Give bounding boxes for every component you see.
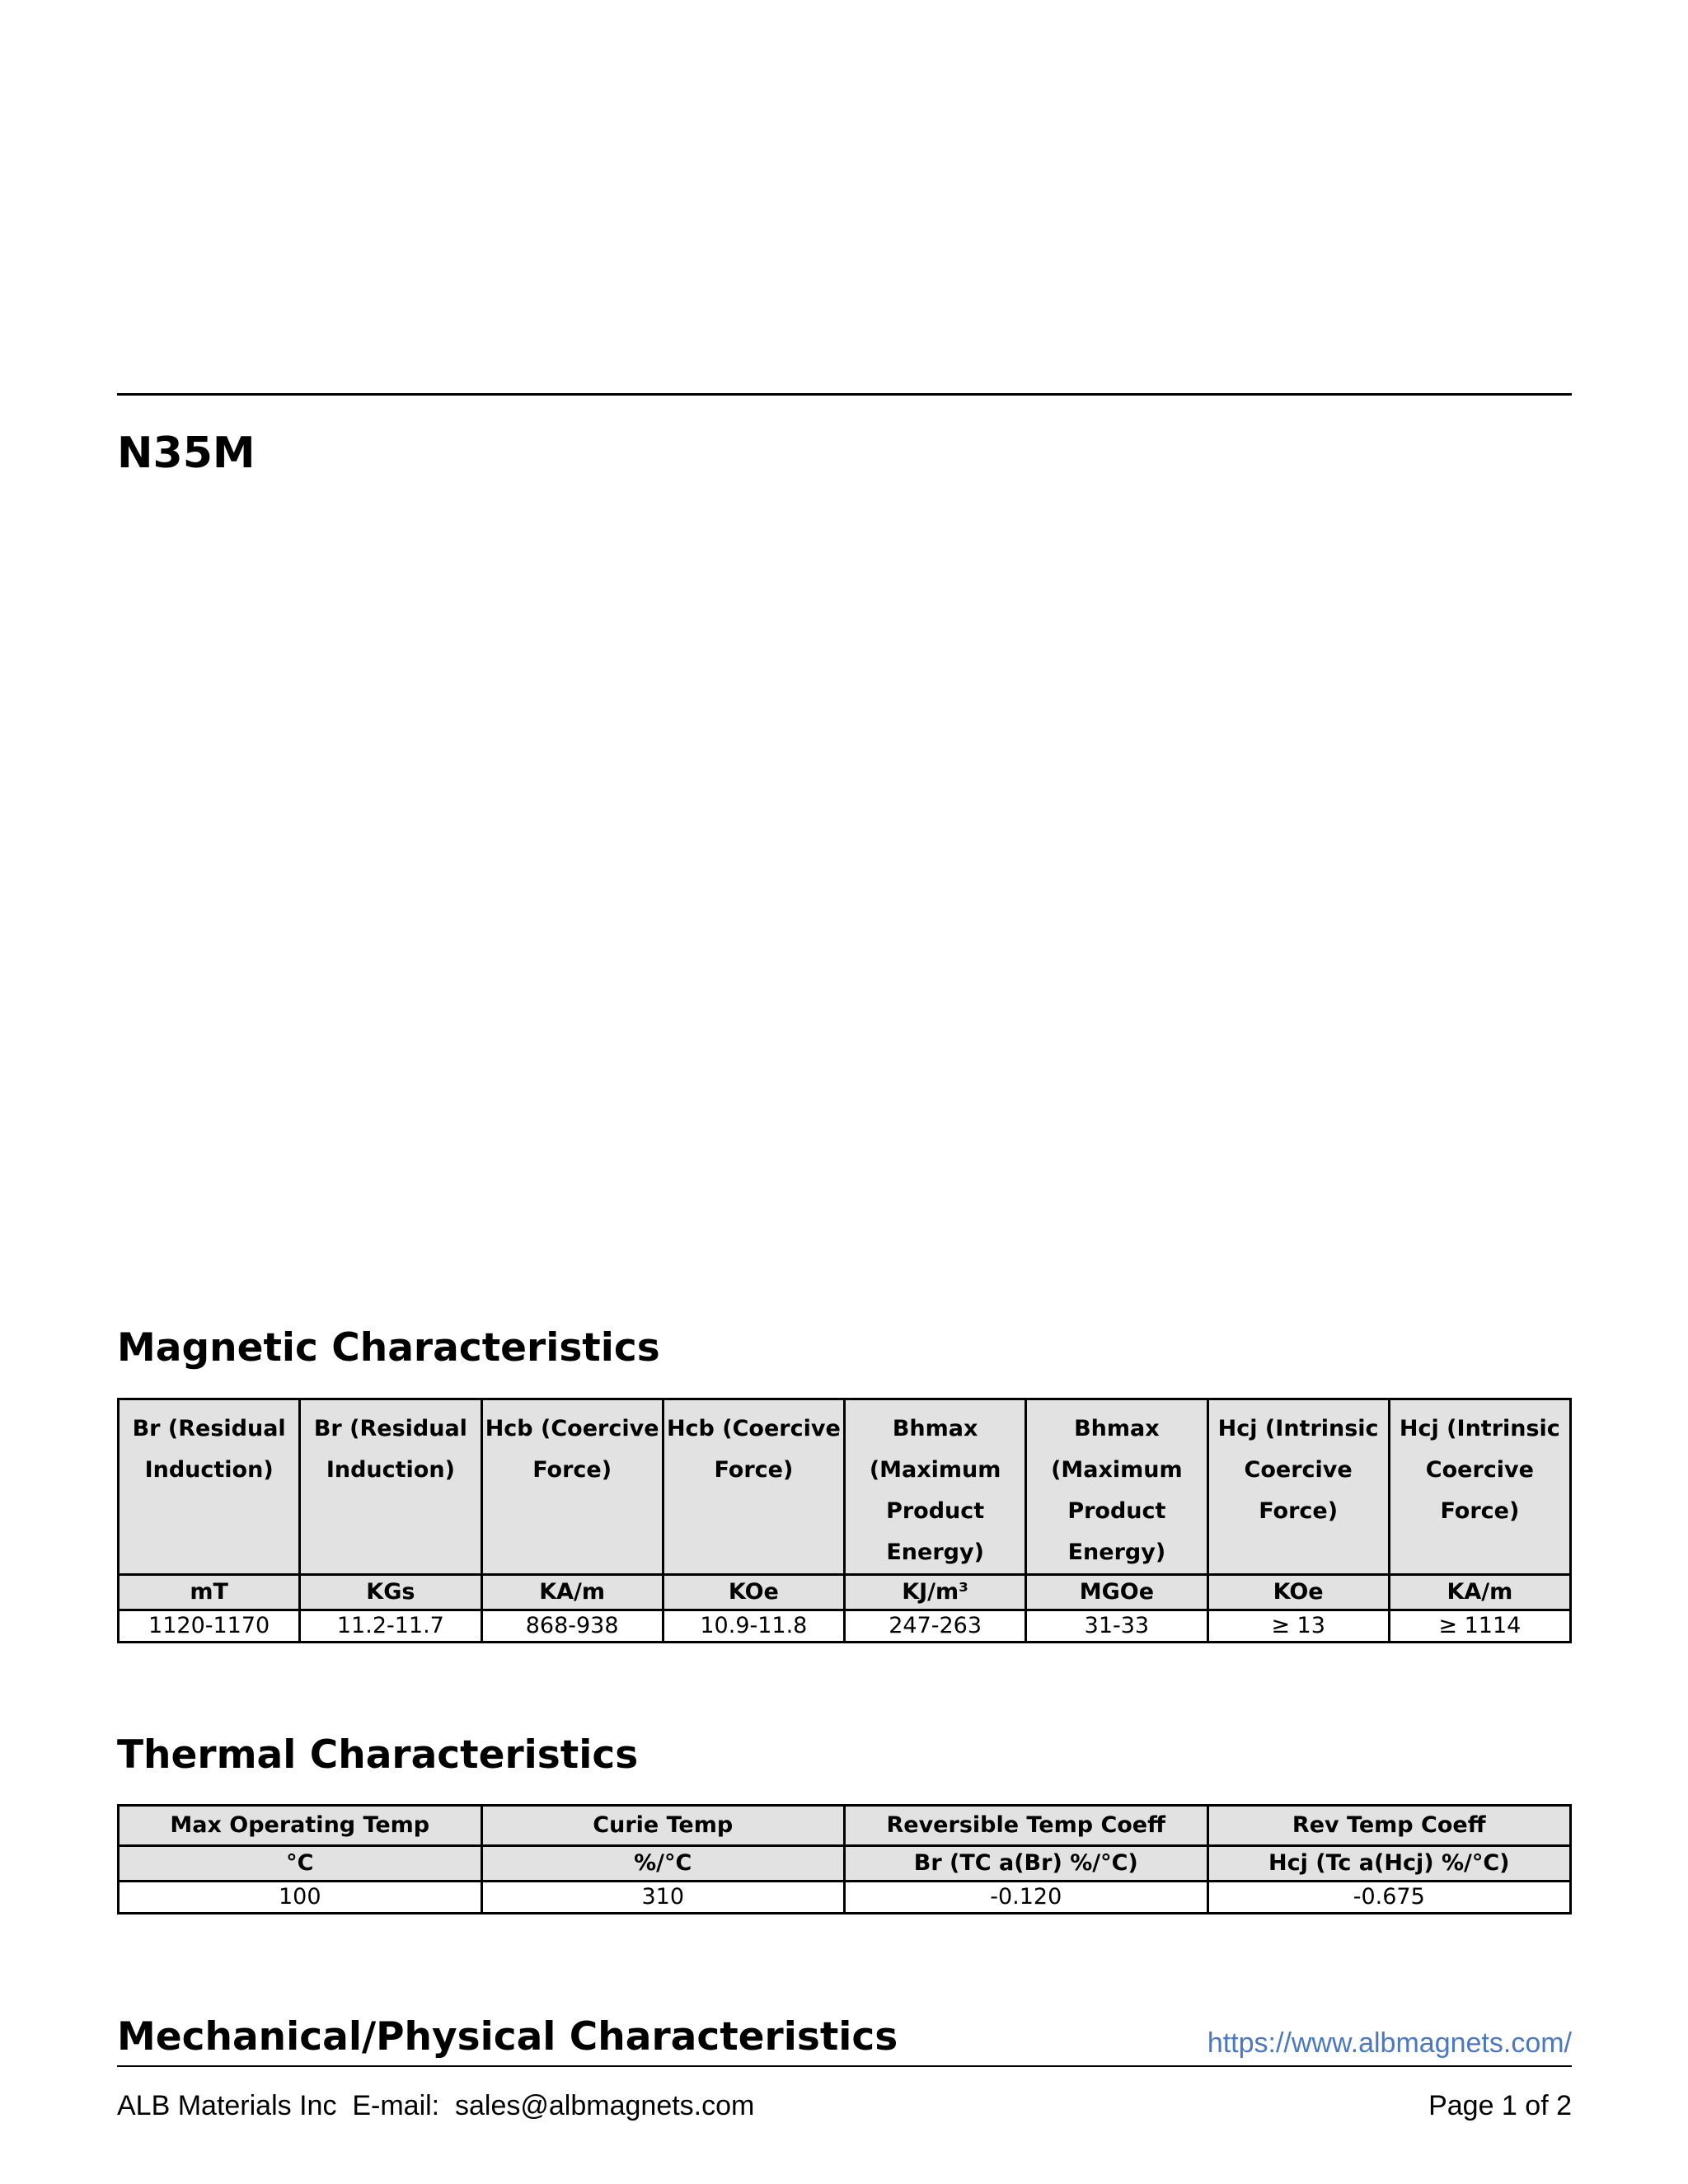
value-cell: 31-33 (1026, 1610, 1207, 1643)
thermal-characteristics-heading: Thermal Characteristics (117, 1732, 639, 1778)
column-header: Curie Temp (481, 1806, 845, 1846)
unit-cell: Hcj (Tc a(Hcj) %/°C) (1207, 1846, 1571, 1882)
value-cell: 100 (119, 1882, 482, 1914)
table-row (119, 1610, 1571, 1643)
unit-cell: KOe (663, 1575, 844, 1610)
value-cell: 10.9-11.8 (663, 1610, 844, 1643)
unit-cell: °C (119, 1846, 482, 1882)
table-unit-row (119, 1846, 1571, 1882)
value-cell: ≥ 1114 (1389, 1610, 1570, 1643)
unit-cell: KOe (1207, 1575, 1389, 1610)
page-number: Page 1 of 2 (1428, 2090, 1572, 2121)
column-header: Hcj (Intrinsic Coercive Force) (1389, 1399, 1570, 1575)
unit-cell: %/°C (481, 1846, 845, 1882)
column-header: Max Operating Temp (119, 1806, 482, 1846)
unit-cell: MGOe (1026, 1575, 1207, 1610)
unit-cell: KA/m (481, 1575, 663, 1610)
magnetic-characteristics-heading: Magnetic Characteristics (117, 1325, 660, 1371)
table-header-row (119, 1806, 1571, 1846)
unit-cell: mT (119, 1575, 300, 1610)
column-header: Br (Residual Induction) (300, 1399, 481, 1575)
unit-cell: KGs (300, 1575, 481, 1610)
value-cell: 310 (481, 1882, 845, 1914)
document-title: N35M (117, 429, 256, 478)
table-row (119, 1882, 1571, 1914)
value-cell: -0.120 (845, 1882, 1208, 1914)
value-cell: 868-938 (481, 1610, 663, 1643)
table-header-row (119, 1399, 1571, 1575)
unit-cell: KA/m (1389, 1575, 1570, 1610)
column-header: Hcj (Intrinsic Coercive Force) (1207, 1399, 1389, 1575)
top-divider (117, 393, 1572, 396)
column-header: Br (Residual Induction) (119, 1399, 300, 1575)
value-cell: 1120-1170 (119, 1610, 300, 1643)
column-header: Hcb (Coercive Force) (481, 1399, 663, 1575)
value-cell: ≥ 13 (1207, 1610, 1389, 1643)
value-cell: 247-263 (845, 1610, 1026, 1643)
footer-company-contact: ALB Materials Inc E-mail: sales@albmagnets.com (117, 2090, 755, 2121)
column-header: Reversible Temp Coeff (845, 1806, 1208, 1846)
thermal-characteristics-table (117, 1804, 1572, 1915)
column-header: Bhmax (Maximum Product Energy) (1026, 1399, 1207, 1575)
website-link[interactable]: https://www.albmagnets.com/ (1207, 2027, 1572, 2059)
column-header: Rev Temp Coeff (1207, 1806, 1571, 1846)
column-header: Hcb (Coercive Force) (663, 1399, 844, 1575)
footer-divider (117, 2065, 1572, 2067)
magnetic-characteristics-table (117, 1398, 1572, 1643)
value-cell: 11.2-11.7 (300, 1610, 481, 1643)
column-header: Bhmax (Maximum Product Energy) (845, 1399, 1026, 1575)
unit-cell: KJ/m³ (845, 1575, 1026, 1610)
unit-cell: Br (TC a(Br) %/°C) (845, 1846, 1208, 1882)
table-unit-row (119, 1575, 1571, 1610)
mechanical-physical-characteristics-heading: Mechanical/Physical Characteristics (117, 2014, 898, 2060)
value-cell: -0.675 (1207, 1882, 1571, 1914)
